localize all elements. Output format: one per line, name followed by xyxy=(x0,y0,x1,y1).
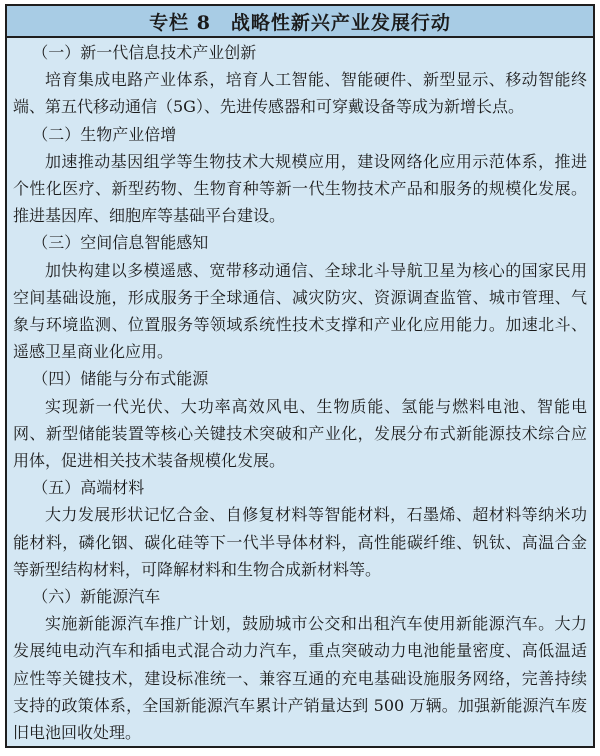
section-heading: （五）高端材料 xyxy=(32,478,145,498)
feature-box-header xyxy=(7,6,593,38)
feature-box xyxy=(5,4,595,748)
section xyxy=(13,583,587,744)
section-heading: （四）储能与分布式能源 xyxy=(32,369,209,389)
section xyxy=(13,229,587,365)
section-paragraph: 实现新一代光伏、大功率高效风电、生物质能、氢能与燃料电池、智能电网、新型储能装置等核心关键技术突破和产业化，发展分布式新能源技术综合应用体，促进相关技术装备规模化发展。 xyxy=(13,396,587,471)
section xyxy=(13,474,587,583)
feature-box-title: 专栏 8 战略性新兴产业发展行动 xyxy=(149,11,451,34)
section-paragraph: 培育集成电路产业体系，培育人工智能、智能硬件、新型显示、移动智能终端、第五代移动通信（5G）、先进传感器和可穿戴设备等成为新增长点。 xyxy=(13,70,587,117)
section-heading: （六）新能源汽车 xyxy=(32,587,161,607)
section xyxy=(13,365,587,474)
section-paragraph: 大力发展形状记忆合金、自修复材料等智能材料，石墨烯、超材料等纳米功能材料，磷化铟、碳化硅等下一代半导体材料，高性能碳纤维、钒钛、高温合金等新型结构材料，可降解材料和生物合成新材料等。 xyxy=(13,505,587,579)
section-paragraph: 实施新能源汽车推广计划，鼓励城市公交和出租汽车使用新能源汽车。大力发展纯电动汽车和插电式混合动力汽车，重点突破动力电池能量密度、高低温适应性等关键技术，建设标准统一、兼容互通的充电基础设施服务网络，完善持续支持的政策体系，全国新能源汽车累计产销量达到 500 万辆。加强新能源汽车废旧电池回收处理。 xyxy=(13,614,587,743)
section xyxy=(13,39,587,121)
section-heading: （二）生物产业倍增 xyxy=(32,124,177,144)
section-paragraph: 加速推动基因组学等生物技术大规模应用，建设网络化应用示范体系，推进个性化医疗、新型药物、生物育种等新一代生物技术产品和服务的规模化发展。推进基因库、细胞库等基础平台建设。 xyxy=(13,151,587,226)
section xyxy=(13,121,587,230)
section-heading: （一）新一代信息技术产业创新 xyxy=(32,43,257,62)
feature-box-body xyxy=(7,38,593,744)
section-heading: （三）空间信息智能感知 xyxy=(32,233,209,253)
section-paragraph: 加快构建以多模遥感、宽带移动通信、全球北斗导航卫星为核心的国家民用空间基础设施，形成服务于全球通信、减灾防灾、资源调查监管、城市管理、气象与环境监测、位置服务等领域系统性技术支撑和产业化应用能力。加速北斗、遥感卫星商业化应用。 xyxy=(13,260,587,362)
